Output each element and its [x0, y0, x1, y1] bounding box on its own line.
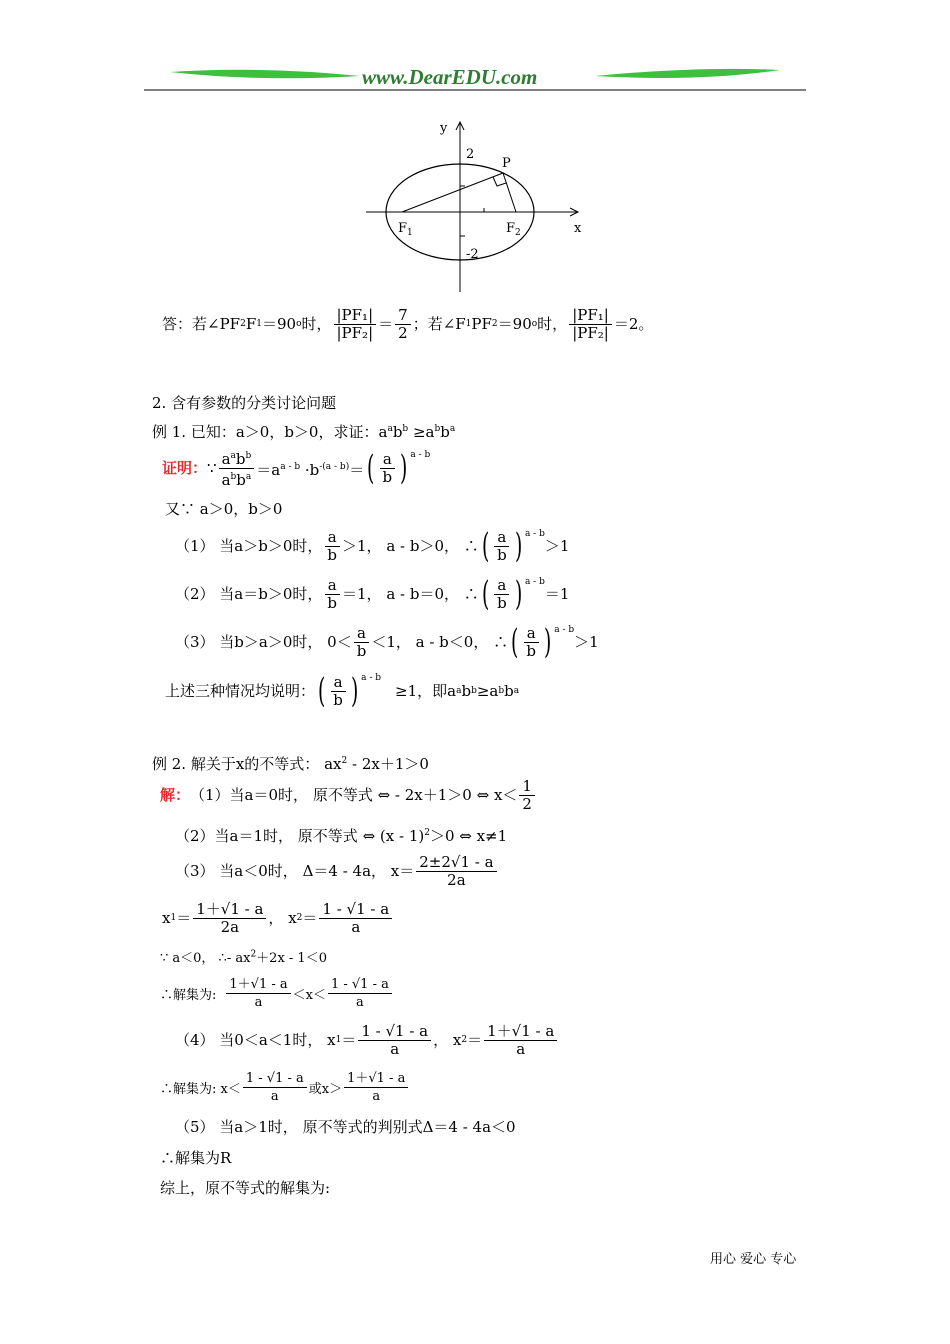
ex2-roots: x 1 ＝ $\frac{1+√1 - a}{2a}$ ， x 2 ＝ $\frac{1 - √1 - a}{a}$ [162, 897, 394, 939]
answer-line: 答：若∠PF 2 F 1 ＝90 o 时， $\frac{\text{|PF₁|}}{\text{|PF₂|}}$ ＝ $\frac{7}{2}$ ；若∠F 1 PF 2 ＝90 o 时， $\frac{\text{|PF₁|}}{\text{|PF₂|}}$ ＝2。 [162, 305, 654, 342]
y-axis-label: y [440, 121, 448, 136]
ex2-summary: 综上，原不等式的解集为: [160, 1179, 331, 1197]
ex2-case4: （4） 当0＜a＜1时， x 1 ＝ $\frac{1 - √1 - a}{a}$ ， x 2 ＝ $\frac{1+√1 - a}{a}$ [175, 1019, 559, 1061]
ex1-title: 例 1. 已知：a＞0，b＞0，求证：$a^ab^b \ge a^bb^a$ [152, 423, 456, 441]
x-axis-label: x [574, 221, 582, 236]
ex2-case5: （5） 当a＞1时， 原不等式的判别式Δ＝4 - 4a＜0 [175, 1118, 516, 1136]
ellipse-figure [360, 118, 590, 296]
ex1-case1: （1） 当a＞b＞0时， $\frac{a}{b}$ ＞1， a - b＞0， ∴ ( $\frac{a}{b}$ ) $^{a - b}$ ＞1 [175, 526, 570, 566]
point-p-label: P [502, 156, 511, 171]
tick-bottom-label: -2 [466, 247, 479, 262]
svg-text:F2: $F_2$ [506, 221, 521, 238]
tick-top-label: 2 [466, 147, 475, 162]
ex1-case2: （2） 当a＝b＞0时， $\frac{a}{b}$ ＝1， a - b＝0， ∴ ( $\frac{a}{b}$ ) $^{a - b}$ ＝1 [175, 574, 570, 614]
ex2-since: ∵ a＜0， ∴- $ax^2+2x - 1<0$ [160, 949, 327, 966]
ex1-proof: 证明： ∵ $\frac{a^ab^b}{a^bb^a}$ $=a^{a - b} \cdot b^{-(a - b)}=$ ( $\frac{a}{b}$ ) $^{a - b}$ [162, 448, 431, 489]
ex1-case3: （3） 当b＞a＞0时， 0＜ $\frac{a}{b}$ ＜1， a - b＜0， ∴ ( $\frac{a}{b}$ ) $^{a - b}$ ＞1 [175, 622, 599, 662]
ex1-also: 又∵ a＞0，b＞0 [165, 500, 283, 518]
ex2-case3: （3） 当a＜0时， Δ＝4 - 4a， x＝ $\frac{2\pm 2√1 - a}{2a}$ [175, 850, 499, 892]
ex2-solset4: ∴解集为: x＜ $\frac{1 - √1 - a}{a}$ 或x＞ $\frac{1+√1 - a}{a}$ [160, 1066, 410, 1108]
ex1-conclusion: 上述三种情况均说明： ( $\frac{a}{b}$ ) $^{a - b}$ ≥1，即a a b b ≥a b b a [165, 671, 520, 711]
svg-text:F1: $F_1$ [398, 221, 413, 238]
footer-text: 用心 爱心 专心 [710, 1252, 797, 1267]
ex2-case1: 解： （1）当a＝0时， 原不等式 ⇔ - 2x＋1＞0 ⇔ x＜ $\frac{1}{2}$ [160, 774, 537, 816]
ex2-sol-r: ∴解集为R [160, 1149, 232, 1167]
logo-text: www.DearEDU.com [362, 65, 538, 89]
ex2-solset3: ∴解集为: $\frac{1+√1 - a}{a}$ ＜x＜ $\frac{1 - √1 - a}{a}$ [160, 972, 394, 1014]
section-title: 2. 含有参数的分类讨论问题 [152, 394, 337, 412]
header-logo [140, 60, 810, 94]
ex2-case2: （2）当a＝1时， 原不等式 ⇔ (x - 1)$^2$＞0 ⇔ x≠1 [175, 827, 508, 845]
ex2-title: 例 2. 解关于x的不等式： $ax^2 - 2x+1>0$ [152, 755, 429, 773]
